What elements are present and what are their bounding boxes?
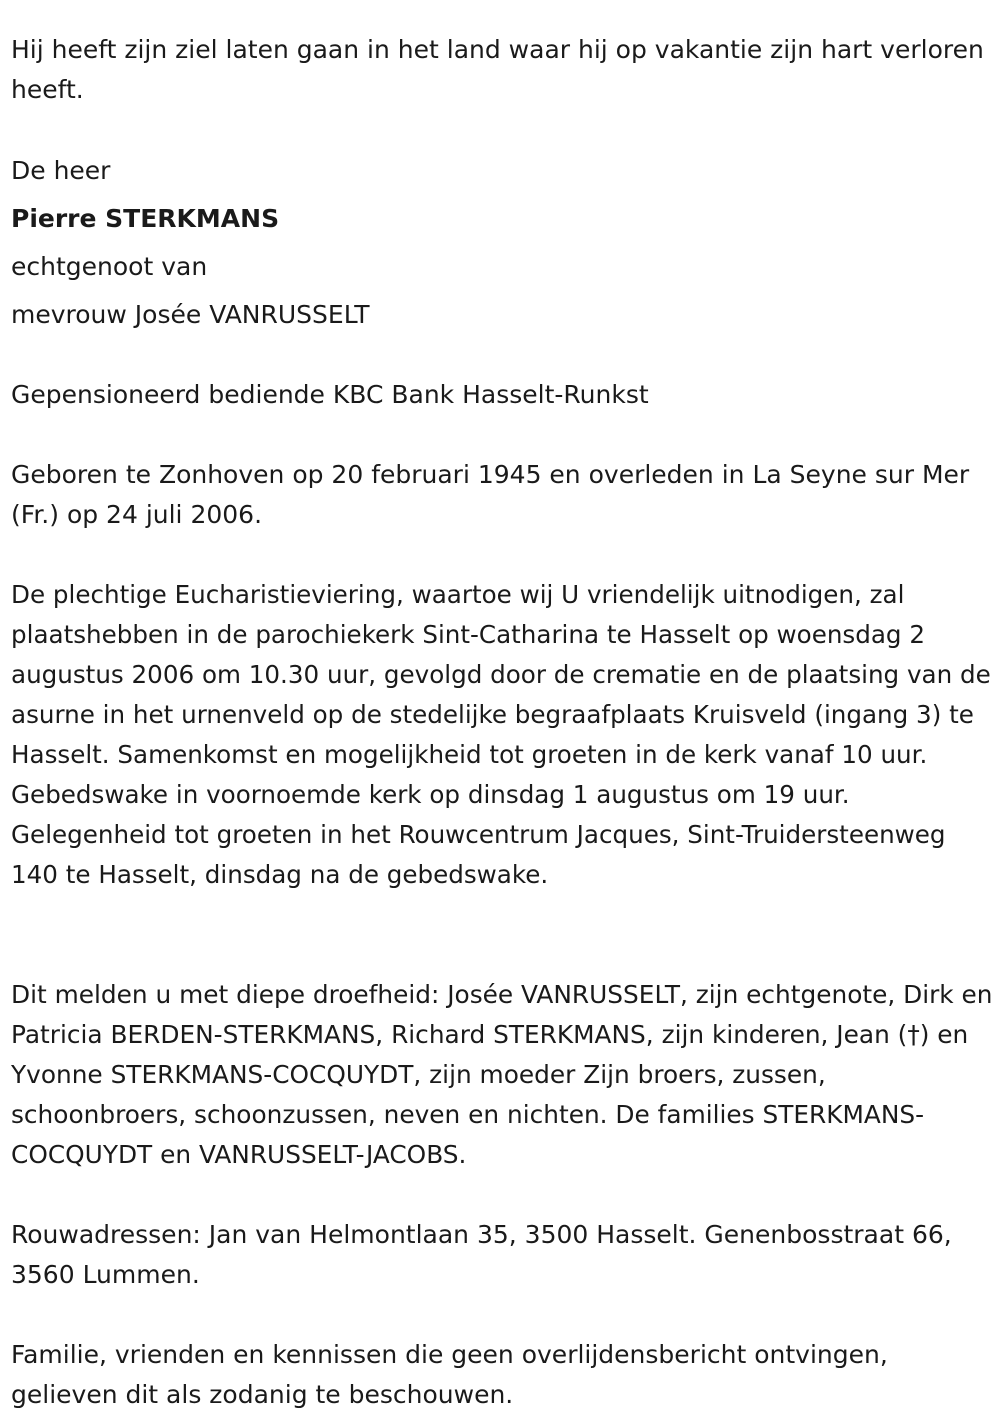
birth-death-paragraph: Geboren te Zonhoven op 20 februari 1945 en overleden in La Seyne sur Mer (Fr.) op 24 juli 2006. <box>11 460 970 529</box>
deceased-name: Pierre STERKMANS <box>11 204 280 233</box>
spouse-name: mevrouw Josée VANRUSSELT <box>11 300 370 329</box>
notice-paragraph: Familie, vrienden en kennissen die geen overlijdensbericht ontvingen, gelieven dit als zodanig te beschouwen. <box>11 1340 888 1409</box>
addresses-paragraph: Rouwadressen: Jan van Helmontlaan 35, 3500 Hasselt. Genenbosstraat 66, 3560 Lummen. <box>11 1220 952 1289</box>
relation-text: echtgenoot van <box>11 252 208 281</box>
family-paragraph: Dit melden u met diepe droefheid: Josée VANRUSSELT, zijn echtgenote, Dirk en Patricia BERDEN-STERKMANS, Richard STERKMANS, zijn kinderen, Jean (†) en Yvonne STERKMANS-COCQUYDT, zijn moeder Zijn broers, zussen, schoonbroers, schoonzussen, neven en nichten. De families STERKMANS-COCQUYDT en VANRUSSELT-JACOBS. <box>11 979 993 1169</box>
ceremony-paragraph: De plechtige Eucharistieviering, waartoe wij U vriendelijk uitnodigen, zal plaatshebben in de parochiekerk Sint-Catharina te Hasselt op woensdag 2 augustus 2006 om 10.30 uur, gevolgd door de crematie en de plaatsing van de asurne in het urnenveld op de stedelijke begraafplaats Kruisveld (ingang 3) te Hasselt. Samenkomst en mogelijkheid tot groeten in de kerk vanaf 10 uur. Gebedswake in voornoemde kerk op dinsdag 1 augustus om 19 uur. Gelegenheid tot groeten in het Rouwcentrum Jacques, Sint-Truidersteenweg 140 te Hasselt, dinsdag na de gebedswake. <box>11 579 991 889</box>
intro-paragraph: Hij heeft zijn ziel laten gaan in het land waar hij op vakantie zijn hart verloren heeft. <box>11 35 984 104</box>
occupation-text: Gepensioneerd bediende KBC Bank Hasselt-Runkst <box>11 380 649 409</box>
honorific-title: De heer <box>11 156 111 185</box>
